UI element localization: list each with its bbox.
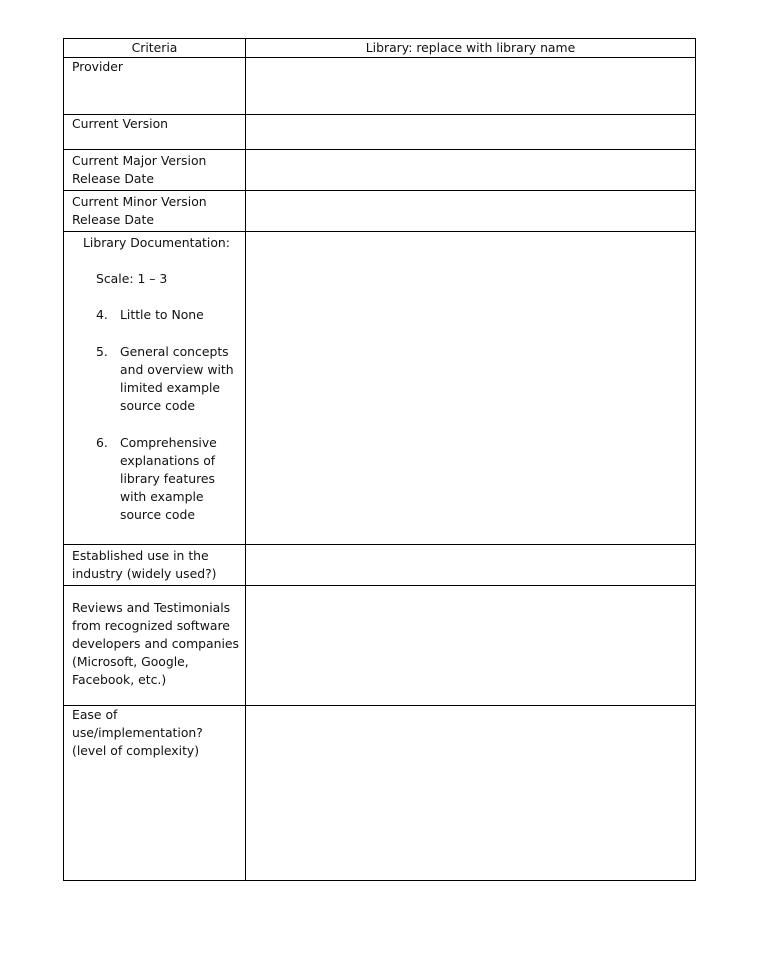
minor-release-line-2: Release Date — [72, 212, 154, 227]
scale-item-line: limited example — [120, 380, 221, 395]
ease-of-use-line-3: (level of complexity) — [72, 743, 200, 758]
established-use-label — [64, 545, 245, 583]
minor-release-label — [64, 191, 245, 229]
ease-of-use-row — [64, 706, 696, 881]
scale-item-line: source code — [120, 507, 195, 522]
scale-item-text — [120, 306, 238, 324]
major-release-label-cell — [64, 150, 246, 191]
established-use-value-cell[interactable] — [246, 545, 696, 586]
documentation-value-cell[interactable] — [246, 232, 696, 545]
scale-item-line: Little to None — [120, 307, 204, 322]
documentation-scale-list — [64, 306, 245, 524]
major-release-value-cell[interactable] — [246, 150, 696, 191]
reviews-line-3: developers and companies — [72, 636, 239, 651]
header-row — [64, 39, 696, 58]
scale-item-text — [120, 434, 238, 524]
major-release-line-2: Release Date — [72, 171, 154, 186]
criteria-table — [63, 38, 696, 881]
established-use-line-2: industry (widely used?) — [72, 566, 217, 581]
reviews-line-5: Facebook, etc.) — [72, 672, 167, 687]
minor-release-row — [64, 191, 696, 232]
minor-release-value-cell[interactable] — [246, 191, 696, 232]
documentation-criteria — [64, 232, 245, 524]
ease-of-use-line-1: Ease of — [72, 707, 118, 722]
current-version-row — [64, 115, 696, 150]
scale-item-number: 4. — [96, 307, 108, 322]
scale-item — [64, 434, 245, 524]
ease-of-use-label — [64, 706, 245, 760]
library-header[interactable]: Library: replace with library name — [246, 39, 696, 58]
reviews-value-cell[interactable] — [246, 586, 696, 706]
current-version-label-cell — [64, 115, 246, 150]
documentation-title: Library Documentation: — [83, 235, 230, 250]
scale-item-line: source code — [120, 398, 195, 413]
scale-item — [64, 306, 245, 324]
criteria-header: Criteria — [64, 39, 246, 58]
major-release-label — [64, 150, 245, 188]
reviews-row — [64, 586, 696, 706]
scale-item-line: and overview with — [120, 362, 234, 377]
provider-value-cell[interactable] — [246, 58, 696, 115]
current-version-label: Current Version — [72, 116, 169, 131]
documentation-label-cell — [64, 232, 246, 545]
scale-item-number: 5. — [96, 344, 108, 359]
ease-of-use-line-2: use/implementation? — [72, 725, 203, 740]
provider-label: Provider — [72, 59, 124, 74]
scale-item-line: General concepts — [120, 344, 229, 359]
minor-release-label-cell — [64, 191, 246, 232]
provider-row — [64, 58, 696, 115]
established-use-line-1: Established use in the — [72, 548, 209, 563]
reviews-line-1: Reviews and Testimonials — [72, 600, 231, 615]
current-version-value-cell[interactable] — [246, 115, 696, 150]
reviews-label — [64, 586, 245, 689]
ease-of-use-value-cell[interactable] — [246, 706, 696, 881]
reviews-label-cell — [64, 586, 246, 706]
scale-item-line: library features — [120, 471, 215, 486]
minor-release-line-1: Current Minor Version — [72, 194, 207, 209]
established-use-label-cell — [64, 545, 246, 586]
scale-item — [64, 343, 245, 415]
documentation-row — [64, 232, 696, 545]
scale-item-line: Comprehensive — [120, 435, 217, 450]
scale-item-line: explanations of — [120, 453, 216, 468]
ease-of-use-label-cell — [64, 706, 246, 881]
scale-item-line: with example — [120, 489, 204, 504]
reviews-line-2: from recognized software — [72, 618, 230, 633]
reviews-line-4: (Microsoft, Google, — [72, 654, 189, 669]
provider-label-cell — [64, 58, 246, 115]
scale-item-text — [120, 343, 238, 415]
scale-item-number: 6. — [96, 435, 108, 450]
established-use-row — [64, 545, 696, 586]
major-release-line-1: Current Major Version — [72, 153, 207, 168]
documentation-scale: Scale: 1 – 3 — [96, 271, 168, 286]
major-release-row — [64, 150, 696, 191]
